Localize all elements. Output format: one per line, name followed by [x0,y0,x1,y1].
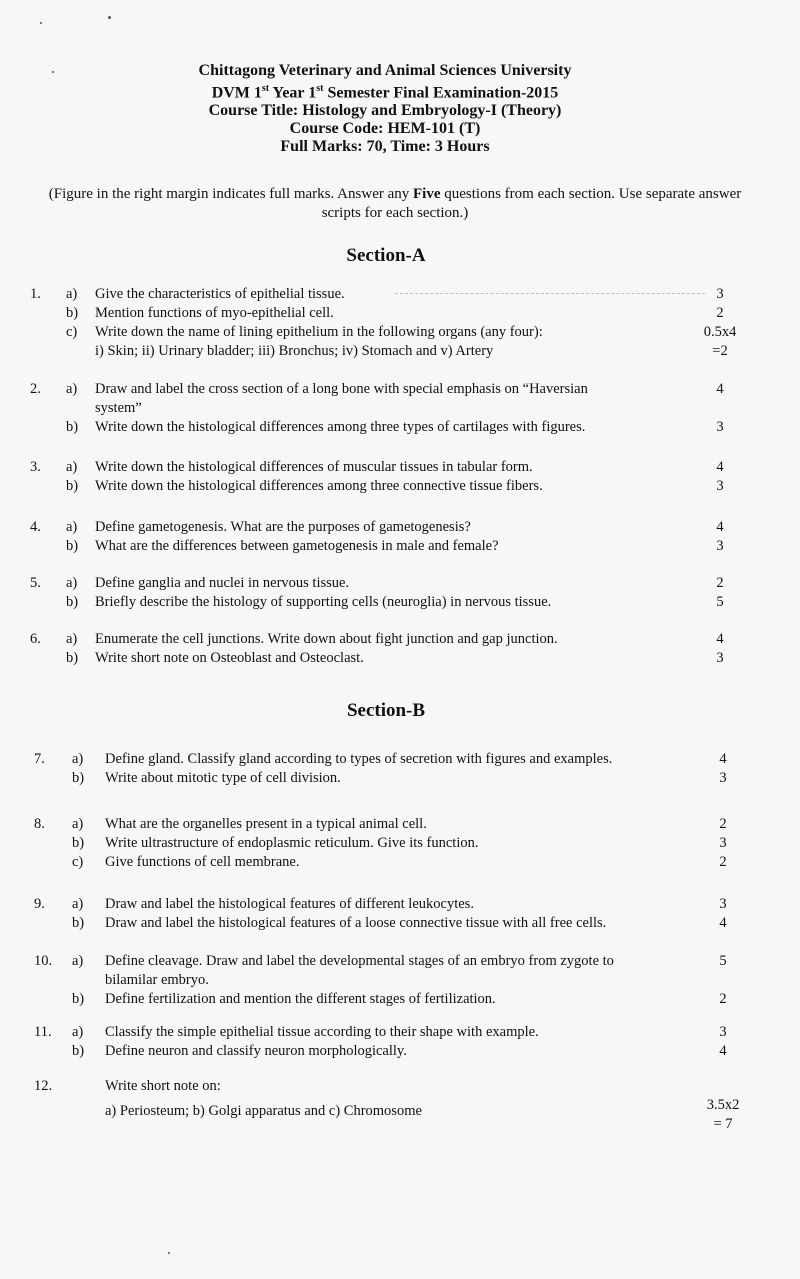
question-number: 11. [34,1024,52,1040]
dotted-leader [395,293,705,294]
part-text: Give the characteristics of epithelial tissue. [95,286,345,302]
part-label: b) [66,538,79,554]
part-text: Define ganglia and nuclei in nervous tissue. [95,575,350,591]
question-part [0,285,800,304]
question-part [0,834,800,853]
scan-speck [168,1252,170,1254]
part-marks: 2 [716,305,724,321]
part-marks: 3 [719,896,727,912]
part-marks: 3 [719,835,727,851]
question-part [0,1077,800,1096]
question-part [0,380,800,399]
part-label: a) [72,896,84,912]
part-marks: 3 [716,286,724,302]
question-part [0,914,800,933]
part-label: a) [66,286,78,302]
question-number: 6. [30,631,41,647]
question [0,458,800,496]
question-part [0,399,800,418]
question [0,285,800,361]
instructions: (Figure in the right margin indicates full marks. Answer any Five questions from each section. Use separate answer scripts for each section.) [48,186,742,221]
part-marks: 5 [716,594,724,610]
part-marks: =2 [712,343,728,359]
question-part [0,593,800,612]
question-number: 8. [34,816,45,832]
question-part [0,342,800,361]
question-part [0,477,800,496]
part-text: Write down the histological differences of muscular tissues in tabular form. [95,459,533,475]
part-text: Define gland. Classify gland according to types of secretion with figures and examples. [105,751,613,767]
question-part [0,418,800,437]
question [0,518,800,556]
question-part [0,750,800,769]
question-number: 3. [30,459,41,475]
question [0,815,800,872]
part-text: Classify the simple epithelial tissue according to their shape with example. [105,1024,539,1040]
part-marks: 3.5x2 [706,1097,740,1113]
part-marks: 2 [719,816,727,832]
question [0,574,800,612]
part-label: b) [72,1043,85,1059]
part-label: b) [66,594,79,610]
part-text: Define neuron and classify neuron morphologically. [105,1043,407,1059]
question-part [0,1115,800,1134]
part-label: b) [72,770,85,786]
part-text: Write about mitotic type of cell division. [105,770,341,786]
part-label: a) [72,816,84,832]
question [0,630,800,668]
part-label: b) [66,650,79,666]
course-code: Course Code: HEM-101 (T) [289,120,481,138]
part-marks: 4 [719,1043,727,1059]
exam-title: DVM 1st Year 1st Semester Final Examination-2015 [211,83,559,102]
course-title: Course Title: Histology and Embryology-I (Theory) [208,102,562,120]
university-name: Chittagong Veterinary and Animal Sciences University [198,62,572,79]
question [0,1023,800,1061]
part-label: b) [66,305,79,321]
question-number: 9. [34,896,45,912]
question-part [0,323,800,342]
question-part [0,518,800,537]
marks-time: Full Marks: 70, Time: 3 Hours [280,138,490,156]
part-label: b) [66,419,79,435]
part-label: b) [72,915,85,931]
question-part [0,537,800,556]
question [0,1077,800,1134]
question [0,952,800,1009]
part-label: a) [66,381,78,397]
part-text: Draw and label the histological features of different leukocytes. [105,896,474,912]
part-text: Draw and label the cross section of a long bone with special emphasis on “Haversian [95,381,588,397]
question-part [0,815,800,834]
question-part [0,630,800,649]
part-text: Write down the name of lining epithelium in the following organs (any four): [95,324,543,340]
part-text: Write down the histological differences among three connective tissue fibers. [95,478,543,494]
exam-header [0,62,770,156]
question-part [0,971,800,990]
part-label: a) [72,953,84,969]
question-part [0,952,800,971]
question-part [0,1096,800,1119]
part-marks: 3 [716,478,724,494]
part-marks: 4 [719,751,727,767]
question-part [0,1042,800,1061]
part-marks: 2 [719,991,727,1007]
part-text: a) Periosteum; b) Golgi apparatus and c) Chromosome [105,1103,422,1119]
question [0,895,800,933]
question-number: 12. [34,1078,53,1094]
question-part [0,649,800,668]
question-part [0,895,800,914]
question-number: 7. [34,751,45,767]
part-marks: = 7 [713,1116,733,1132]
part-text: What are the differences between gametogenesis in male and female? [95,538,499,554]
scan-speck [40,22,42,24]
part-text: Give functions of cell membrane. [105,854,300,870]
part-text: Define fertilization and mention the different stages of fertilization. [105,991,496,1007]
part-label: a) [72,1024,84,1040]
part-label: b) [66,478,79,494]
part-marks: 2 [719,854,727,870]
question-part [0,458,800,477]
part-text: Define cleavage. Draw and label the developmental stages of an embryo from zygote to [105,953,614,969]
question-number: 1. [30,286,41,302]
part-text: Mention functions of myo-epithelial cell. [95,305,334,321]
question-part [0,853,800,872]
part-text: Enumerate the cell junctions. Write down about fight junction and gap junction. [95,631,558,647]
question-part [0,990,800,1009]
part-label: c) [72,854,84,870]
question [0,380,800,437]
part-label: a) [72,751,84,767]
part-marks: 5 [719,953,727,969]
part-text: Write ultrastructure of endoplasmic reticulum. Give its function. [105,835,479,851]
part-text: Briefly describe the histology of supporting cells (neuroglia) in nervous tissue. [95,594,552,610]
part-marks: 4 [719,915,727,931]
part-text: What are the organelles present in a typical animal cell. [105,816,427,832]
part-text: bilamilar embryo. [105,972,209,988]
part-text: Write short note on: [105,1078,221,1094]
part-marks: 3 [716,538,724,554]
part-marks: 3 [716,650,724,666]
part-text: Write short note on Osteoblast and Osteoclast. [95,650,364,666]
part-label: a) [66,631,78,647]
part-text: Define gametogenesis. What are the purposes of gametogenesis? [95,519,471,535]
part-marks: 3 [719,770,727,786]
scan-speck [108,16,111,19]
question-number: 4. [30,519,41,535]
part-marks: 2 [716,575,724,591]
part-marks: 3 [719,1024,727,1040]
part-label: b) [72,835,85,851]
part-marks: 4 [716,381,724,397]
part-marks: 4 [716,631,724,647]
section-title: Section-A [346,245,426,266]
part-text: Draw and label the histological features of a loose connective tissue with all free cells. [105,915,607,931]
part-text: Write down the histological differences among three types of cartilages with figures. [95,419,586,435]
part-marks: 3 [716,419,724,435]
part-marks: 4 [716,459,724,475]
section-title: Section-B [346,700,426,721]
part-marks: 0.5x4 [703,324,737,340]
question-number: 2. [30,381,41,397]
question-number: 5. [30,575,41,591]
question-part [0,574,800,593]
part-label: a) [66,575,78,591]
part-label: a) [66,459,78,475]
part-marks: 4 [716,519,724,535]
question-part [0,769,800,788]
part-label: a) [66,519,78,535]
question-part [0,1023,800,1042]
part-label: c) [66,324,78,340]
part-text: i) Skin; ii) Urinary bladder; iii) Bronchus; iv) Stomach and v) Artery [95,343,494,359]
question-number: 10. [34,953,53,969]
question-part [0,304,800,323]
part-text: system” [95,400,142,416]
question [0,750,800,788]
part-label: b) [72,991,85,1007]
